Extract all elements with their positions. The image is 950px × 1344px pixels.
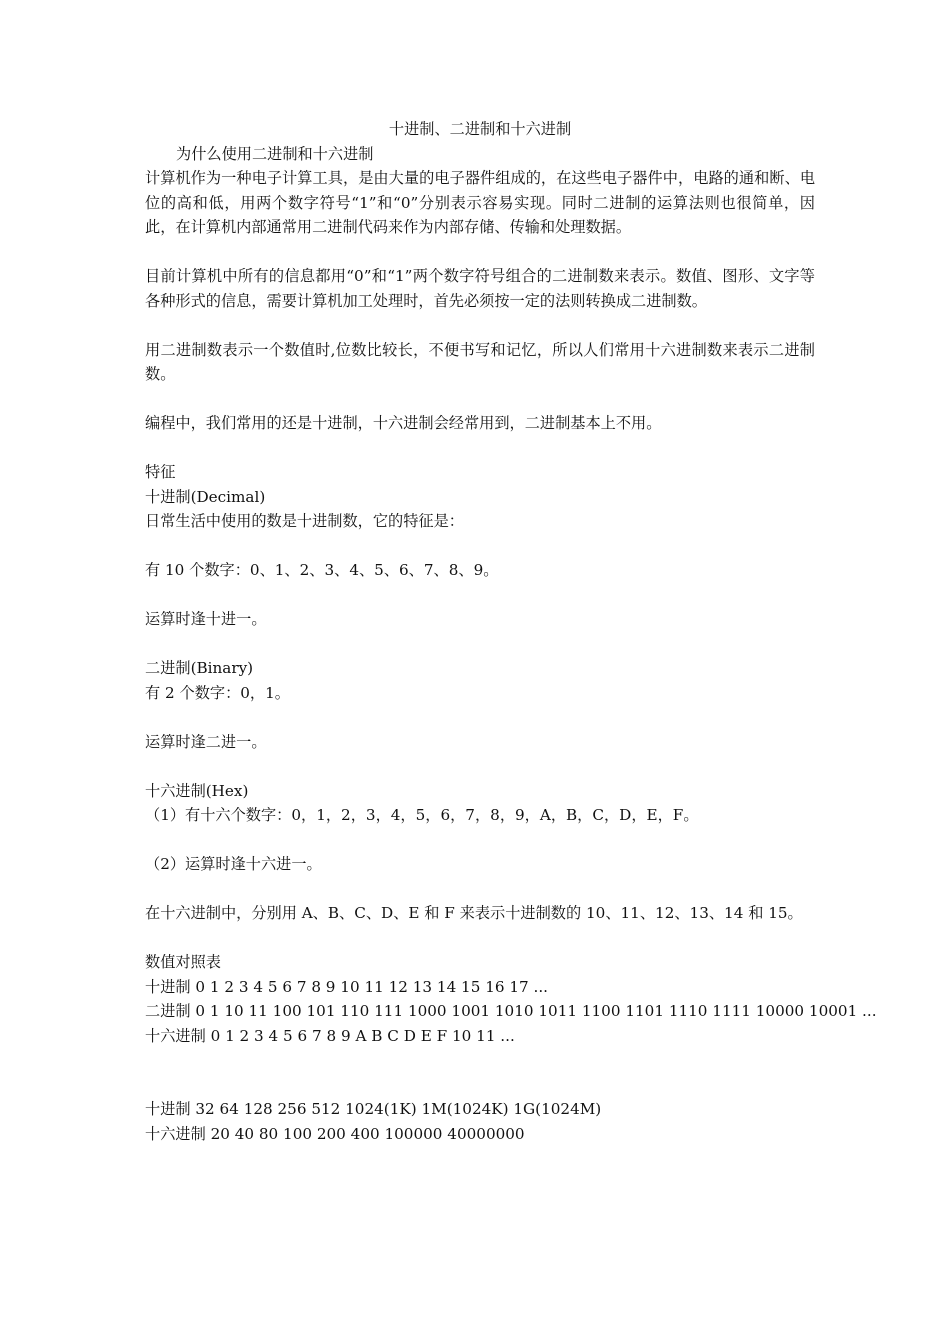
hex-heading: 十六进制(Hex) <box>145 781 249 800</box>
spacer <box>145 705 815 730</box>
spacer <box>145 828 815 853</box>
decimal-heading: 十进制(Decimal) <box>145 487 266 506</box>
hex-note: 在十六进制中，分别用 A、B、C、D、E 和 F 来表示十进制数的 10、11、12、13、14 和 15。 <box>145 904 803 922</box>
document-subtitle: 为什么使用二进制和十六进制 <box>176 144 374 163</box>
intro-paragraph-4: 编程中，我们常用的还是十进制，十六进制会经常用到，二进制基本上不用。 <box>145 414 662 432</box>
intro-paragraph-3: 用二进制数表示一个数值时,位数比较长，不便书写和记忆，所以人们常用十六进制数来表示二进制数。 <box>145 340 815 383</box>
spacer <box>145 583 815 608</box>
spacer <box>145 754 815 779</box>
decimal-digits: 有 10 个数字：0、1、2、3、4、5、6、7、8、9。 <box>145 561 499 579</box>
hex-rule: （2）运算时逢十六进一。 <box>145 855 322 873</box>
spacer <box>145 926 815 951</box>
hex-digits: （1）有十六个数字：0，1，2，3，4，5，6，7，8，9，A，B，C，D，E，F。 <box>145 806 699 824</box>
decimal-rule: 运算时逢十进一。 <box>145 610 267 628</box>
decimal-description: 日常生活中使用的数是十进制数，它的特征是： <box>145 512 464 530</box>
spacer <box>145 534 815 559</box>
powers-row-hex: 十六进制 20 40 80 100 200 400 100000 40000000 <box>145 1124 525 1143</box>
binary-heading: 二进制(Binary) <box>145 659 254 677</box>
table-row-binary: 二进制 0 1 10 11 100 101 110 111 1000 1001 1010 1011 1100 1101 1110 1111 10000 10001 ... <box>145 1002 877 1020</box>
spacer <box>145 1048 815 1073</box>
table-row-hex: 十六进制 0 1 2 3 4 5 6 7 8 9 A B C D E F 10 11 ... <box>145 1026 515 1045</box>
spacer <box>145 436 815 461</box>
spacer <box>145 240 815 265</box>
intro-paragraph-1: 计算机作为一种电子计算工具，是由大量的电子器件组成的，在这些电子器件中，电路的通和断、电位的高和低，用两个数字符号“1”和“0”分别表示容易实现。同时二进制的运算法则也很简单，因此，在计算机内部通常用二进制代码来作为内部存储、传输和处理数据。 <box>145 169 815 236</box>
document-body <box>145 117 877 1146</box>
spacer <box>145 387 815 412</box>
spacer <box>145 877 815 902</box>
binary-rule: 运算时逢二进一。 <box>145 732 267 751</box>
spacer <box>145 632 815 657</box>
powers-row-decimal: 十进制 32 64 128 256 512 1024(1K) 1M(1024K) 1G(1024M) <box>145 1100 602 1118</box>
document-title: 十进制、二进制和十六进制 <box>388 120 572 138</box>
spacer <box>145 1073 815 1098</box>
features-heading: 特征 <box>145 463 176 481</box>
table-heading: 数值对照表 <box>145 953 221 971</box>
binary-digits: 有 2 个数字：0，1。 <box>145 683 290 702</box>
intro-paragraph-2: 目前计算机中所有的信息都用“0”和“1”两个数字符号组合的二进制数来表示。数值、图形、文字等各种形式的信息，需要计算机加工处理时，首先必须按一定的法则转换成二进制数。 <box>145 267 815 310</box>
spacer <box>145 313 815 338</box>
table-row-decimal: 十进制 0 1 2 3 4 5 6 7 8 9 10 11 12 13 14 15 16 17 ... <box>145 977 549 996</box>
